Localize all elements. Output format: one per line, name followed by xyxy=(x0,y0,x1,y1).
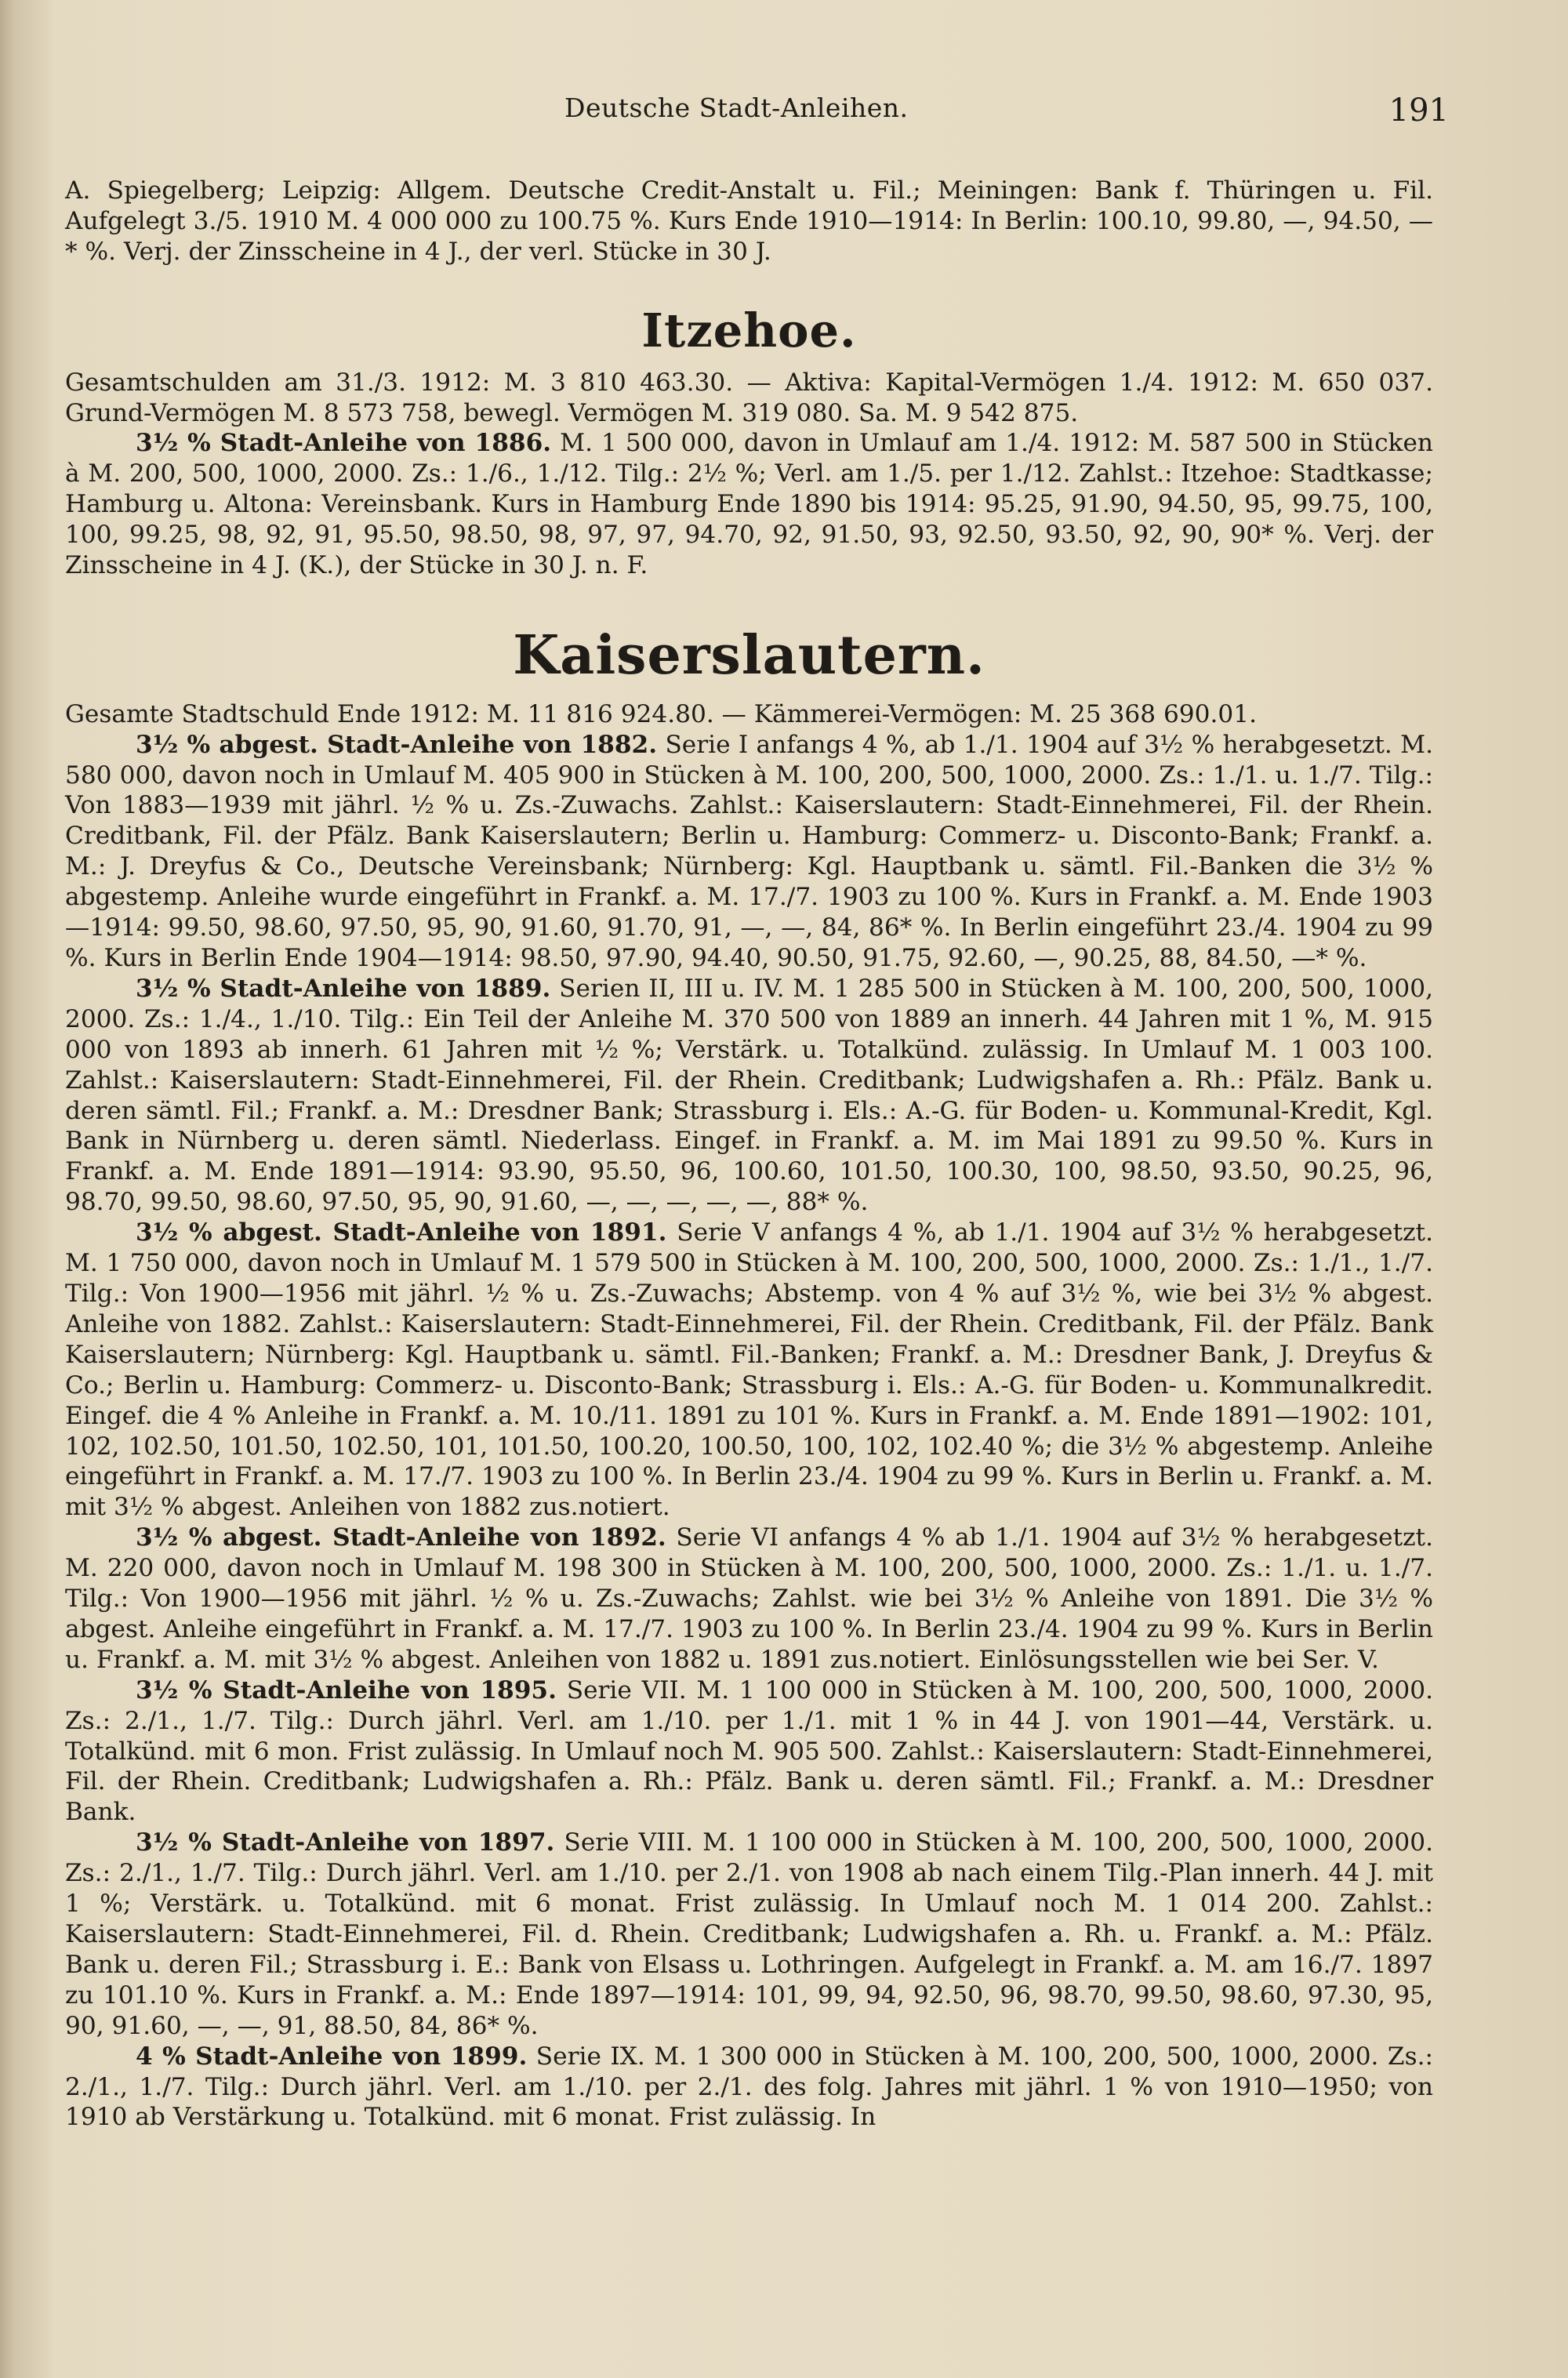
kaiserslautern-1895-paragraph xyxy=(65,1675,1433,1828)
kaiserslautern-1899-title: 4 % Stadt-Anleihe von 1899. xyxy=(136,2042,528,2071)
kaiserslautern-1891-title: 3½ % abgest. Stadt-Anleihe von 1891. xyxy=(136,1218,667,1247)
kaiserslautern-1897-title: 3½ % Stadt-Anleihe von 1897. xyxy=(136,1828,555,1857)
kaiserslautern-1889-paragraph xyxy=(65,974,1433,1218)
itzehoe-1886-paragraph xyxy=(65,428,1433,581)
itzehoe-1886-title: 3½ % Stadt-Anleihe von 1886. xyxy=(136,429,552,458)
kaiserslautern-1892-title: 3½ % abgest. Stadt-Anleihe von 1892. xyxy=(136,1523,666,1552)
kaiserslautern-heading: Kaiserslautern. xyxy=(513,623,985,687)
kaiserslautern-1899-body: Serie IX. M. 1 300 000 in Stücken à M. 100, 200, 500, 1000, 2000. Zs.: 2./1., 1./7. Tilg.: Durch jährl. Verl. am 1./10. per 2./1. des folg. Jahres mit jährl. 1 % von 1910—1950; von 1910 ab Verstärkung u. Totalkünd. mit 6 monat. Frist zulässig. In xyxy=(65,2042,1433,2132)
page-header xyxy=(71,93,1449,140)
itzehoe-1886-body: M. 1 500 000, davon in Umlauf am 1./4. 1912: M. 587 500 in Stücken à M. 200, 500, 1000, 2000. Zs.: 1./6., 1./12. Tilg.: 2½ %; Verl. am 1./5. per 1./12. Zahlst.: Itzehoe: Stadtkasse; Hamburg u. Altona: Vereinsbank. Kurs in Hamburg Ende 1890 bis 1914: 95.25, 91.90, 94.50, 95, 99.75, 100, 100, 99.25, 98, 92, 91, 95.50, 98.50, 98, 97, 97, 94.70, 92, 91.50, 93, 92.50, 93.50, 92, 90, 90* %. Verj. der Zinsscheine in 4 J. (K.), der Stücke in 30 J. n. F. xyxy=(65,429,1433,580)
kaiserslautern-1895-title: 3½ % Stadt-Anleihe von 1895. xyxy=(136,1675,557,1705)
running-title: Deutsche Stadt-Anleihen. xyxy=(564,93,909,123)
kaiserslautern-1892-body: Serie VI anfangs 4 % ab 1./1. 1904 auf 3½ % herabgesetzt. M. 220 000, davon noch in Umlauf M. 198 300 in Stücken à M. 100, 200, 500, 1000, 2000. Zs.: 1./1. u. 1./7. Tilg.: Von 1900—1956 mit jährl. ½ % u. Zs.-Zuwachs; Zahlst. wie bei 3½ % Anleihe von 1891. Die 3½ % abgest. Anleihe eingeführt in Frankf. a. M. 17./7. 1903 zu 100 %. In Berlin 23./4. 1904 zu 99 %. Kurs in Berlin u. Frankf. a. M. mit 3½ % abgest. Anleihen von 1882 u. 1891 zus.notiert. Einlösungsstellen wie bei Ser. V. xyxy=(65,1523,1433,1674)
kaiserslautern-1891-paragraph xyxy=(65,1218,1433,1523)
itzehoe-heading: Itzehoe. xyxy=(641,303,857,358)
kaiserslautern-1891-body: Serie V anfangs 4 %, ab 1./1. 1904 auf 3½ % herabgesetzt. M. 1 750 000, davon noch in Umlauf M. 1 579 500 in Stücken à M. 100, 200, 500, 1000, 2000. Zs.: 1./1., 1./7. Tilg.: Von 1900—1956 mit jährl. ½ % u. Zs.-Zuwachs; Abstemp. von 4 % auf 3½ %, wie bei 3½ % abgest. Anleihe von 1882. Zahlst.: Kaiserslautern: Stadt-Einnehmerei, Fil. der Rhein. Creditbank, Fil. der Pfälz. Bank Kaiserslautern; Nürnberg: Kgl. Hauptbank u. sämtl. Fil.-Banken; Frankf. a. M.: Dresdner Bank, J. Dreyfus & Co.; Berlin u. Hamburg: Commerz- u. Disconto-Bank; Strassburg i. Els.: A.-G. für Boden- u. Kommunalkredit. Eingef. die 4 % Anleihe in Frankf. a. M. 10./11. 1891 zu 101 %. Kurs in Frankf. a. M. Ende 1891—1902: 101, 102, 102.50, 101.50, 102.50, 101, 101.50, 100.20, 100.50, 100, 102, 102.40 %; die 3½ % abgestemp. Anleihe eingeführt in Frankf. a. M. 17./7. 1903 zu 100 %. In Berlin 23./4. 1904 zu 99 %. Kurs in Berlin u. Frankf. a. M. mit 3½ % abgest. Anleihen von 1882 zus.notiert. xyxy=(65,1218,1433,1522)
kaiserslautern-1889-body: Serien II, III u. IV. M. 1 285 500 in Stücken à M. 100, 200, 500, 1000, 2000. Zs.: 1./4., 1./10. Tilg.: Ein Teil der Anleihe M. 370 500 von 1889 an innerh. 44 Jahren mit 1 %, M. 915 000 von 1893 ab innerh. 61 Jahren mit ½ %; Verstärk. u. Totalkünd. zulässig. In Umlauf M. 1 003 100. Zahlst.: Kaiserslautern: Stadt-Einnehmerei, Fil. der Rhein. Creditbank; Ludwigshafen a. Rh.: Pfälz. Bank u. deren sämtl. Fil.; Frankf. a. M.: Dresdner Bank; Strassburg i. Els.: A.-G. für Boden- u. Kommunal-Kredit, Kgl. Bank in Nürnberg u. deren sämtl. Niederlass. Eingef. in Frankf. a. M. im Mai 1891 zu 99.50 %. Kurs in Frankf. a. M. Ende 1891—1914: 93.90, 95.50, 96, 100.60, 101.50, 100.30, 100, 98.50, 93.50, 90.25, 96, 98.70, 99.50, 98.60, 97.50, 95, 90, 91.60, —, —, —, —, —, 88* %. xyxy=(65,974,1433,1217)
page-number: 191 xyxy=(1388,93,1449,129)
kaiserslautern-1897-body: Serie VIII. M. 1 100 000 in Stücken à M. 100, 200, 500, 1000, 2000. Zs.: 2./1., 1./7. Tilg.: Durch jährl. Verl. am 1./10. per 2./1. von 1908 ab nach einem Tilg.-Plan innerh. 44 J. mit 1 %; Verstärk. u. Totalkünd. mit 6 monat. Frist zulässig. In Umlauf noch M. 1 014 200. Zahlst.: Kaiserslautern: Stadt-Einnehmerei, Fil. d. Rhein. Creditbank; Ludwigshafen a. Rh. u. Frankf. a. M.: Pfälz. Bank u. deren Fil.; Strassburg i. E.: Bank von Elsass u. Lothringen. Aufgelegt in Frankf. a. M. am 16./7. 1897 zu 101.10 %. Kurs in Frankf. a. M.: Ende 1897—1914: 101, 99, 94, 92.50, 96, 98.70, 99.50, 98.60, 97.30, 95, 90, 91.60, —, —, 91, 88.50, 84, 86* %. xyxy=(65,1828,1433,2040)
kaiserslautern-1892-paragraph xyxy=(65,1523,1433,1675)
kaiserslautern-1895-body: Serie VII. M. 1 100 000 in Stücken à M. 100, 200, 500, 1000, 2000. Zs.: 2./1., 1./7. Tilg.: Durch jährl. Verl. am 1./10. per 1./1. mit 1 % in 44 J. von 1901—44, Verstärk. u. Totalkünd. mit 6 mon. Frist zulässig. In Umlauf noch M. 905 500. Zahlst.: Kaiserslautern: Stadt-Einnehmerei, Fil. der Rhein. Creditbank; Ludwigshafen a. Rh.: Pfälz. Bank u. deren sämtl. Fil.; Frankf. a. M.: Dresdner Bank. xyxy=(65,1675,1433,1827)
kaiserslautern-1882-body: Serie I anfangs 4 %, ab 1./1. 1904 auf 3½ % herabgesetzt. M. 580 000, davon noch in Umlauf M. 405 900 in Stücken à M. 100, 200, 500, 1000, 2000. Zs.: 1./1. u. 1./7. Tilg.: Von 1883—1939 mit jährl. ½ % u. Zs.-Zuwachs. Zahlst.: Kaiserslautern: Stadt-Einnehmerei, Fil. der Rhein. Creditbank, Fil. der Pfälz. Bank Kaiserslautern; Berlin u. Hamburg: Commerz- u. Disconto-Bank; Frankf. a. M.: J. Dreyfus & Co., Deutsche Vereinsbank; Nürnberg: Kgl. Hauptbank u. sämtl. Fil.-Banken die 3½ % abgestemp. Anleihe wurde eingeführt in Frankf. a. M. 17./7. 1903 zu 100 %. Kurs in Frankf. a. M. Ende 1903—1914: 99.50, 98.60, 97.50, 95, 90, 91.60, 91.70, 91, —, —, 84, 86* %. In Berlin eingeführt 23./4. 1904 zu 99 %. Kurs in Berlin Ende 1904—1914: 98.50, 97.90, 94.40, 90.50, 91.75, 92.60, —, 90.25, 88, 84.50, —* %. xyxy=(65,730,1433,972)
kaiserslautern-1897-paragraph xyxy=(65,1828,1433,2041)
spiegelberg-paragraph: A. Spiegelberg; Leipzig: Allgem. Deutsche Credit-Anstalt u. Fil.; Meiningen: Bank f. Thüringen u. Fil. Aufgelegt 3./5. 1910 M. 4 000 000 zu 100.75 %. Kurs Ende 1910—1914: In Berlin: 100.10, 99.80, —, 94.50, —* %. Verj. der Zinsscheine in 4 J., der verl. Stücke in 30 J. xyxy=(65,176,1433,266)
kaiserslautern-1899-paragraph xyxy=(65,2042,1433,2133)
page-content xyxy=(65,176,1433,2133)
kaiserslautern-summary: Gesamte Stadtschuld Ende 1912: M. 11 816 924.80. — Kämmerei-Vermögen: M. 25 368 690.01. xyxy=(65,699,1258,728)
kaiserslautern-1882-title: 3½ % abgest. Stadt-Anleihe von 1882. xyxy=(136,730,658,759)
kaiserslautern-1882-paragraph xyxy=(65,730,1433,974)
itzehoe-summary: Gesamtschulden am 31./3. 1912: M. 3 810 463.30. — Aktiva: Kapital-Vermögen 1./4. 1912: M. 650 037. Grund-Vermögen M. 8 573 758, bewegl. Vermögen M. 319 080. Sa. M. 9 542 875. xyxy=(65,368,1433,427)
kaiserslautern-1889-title: 3½ % Stadt-Anleihe von 1889. xyxy=(136,974,551,1003)
